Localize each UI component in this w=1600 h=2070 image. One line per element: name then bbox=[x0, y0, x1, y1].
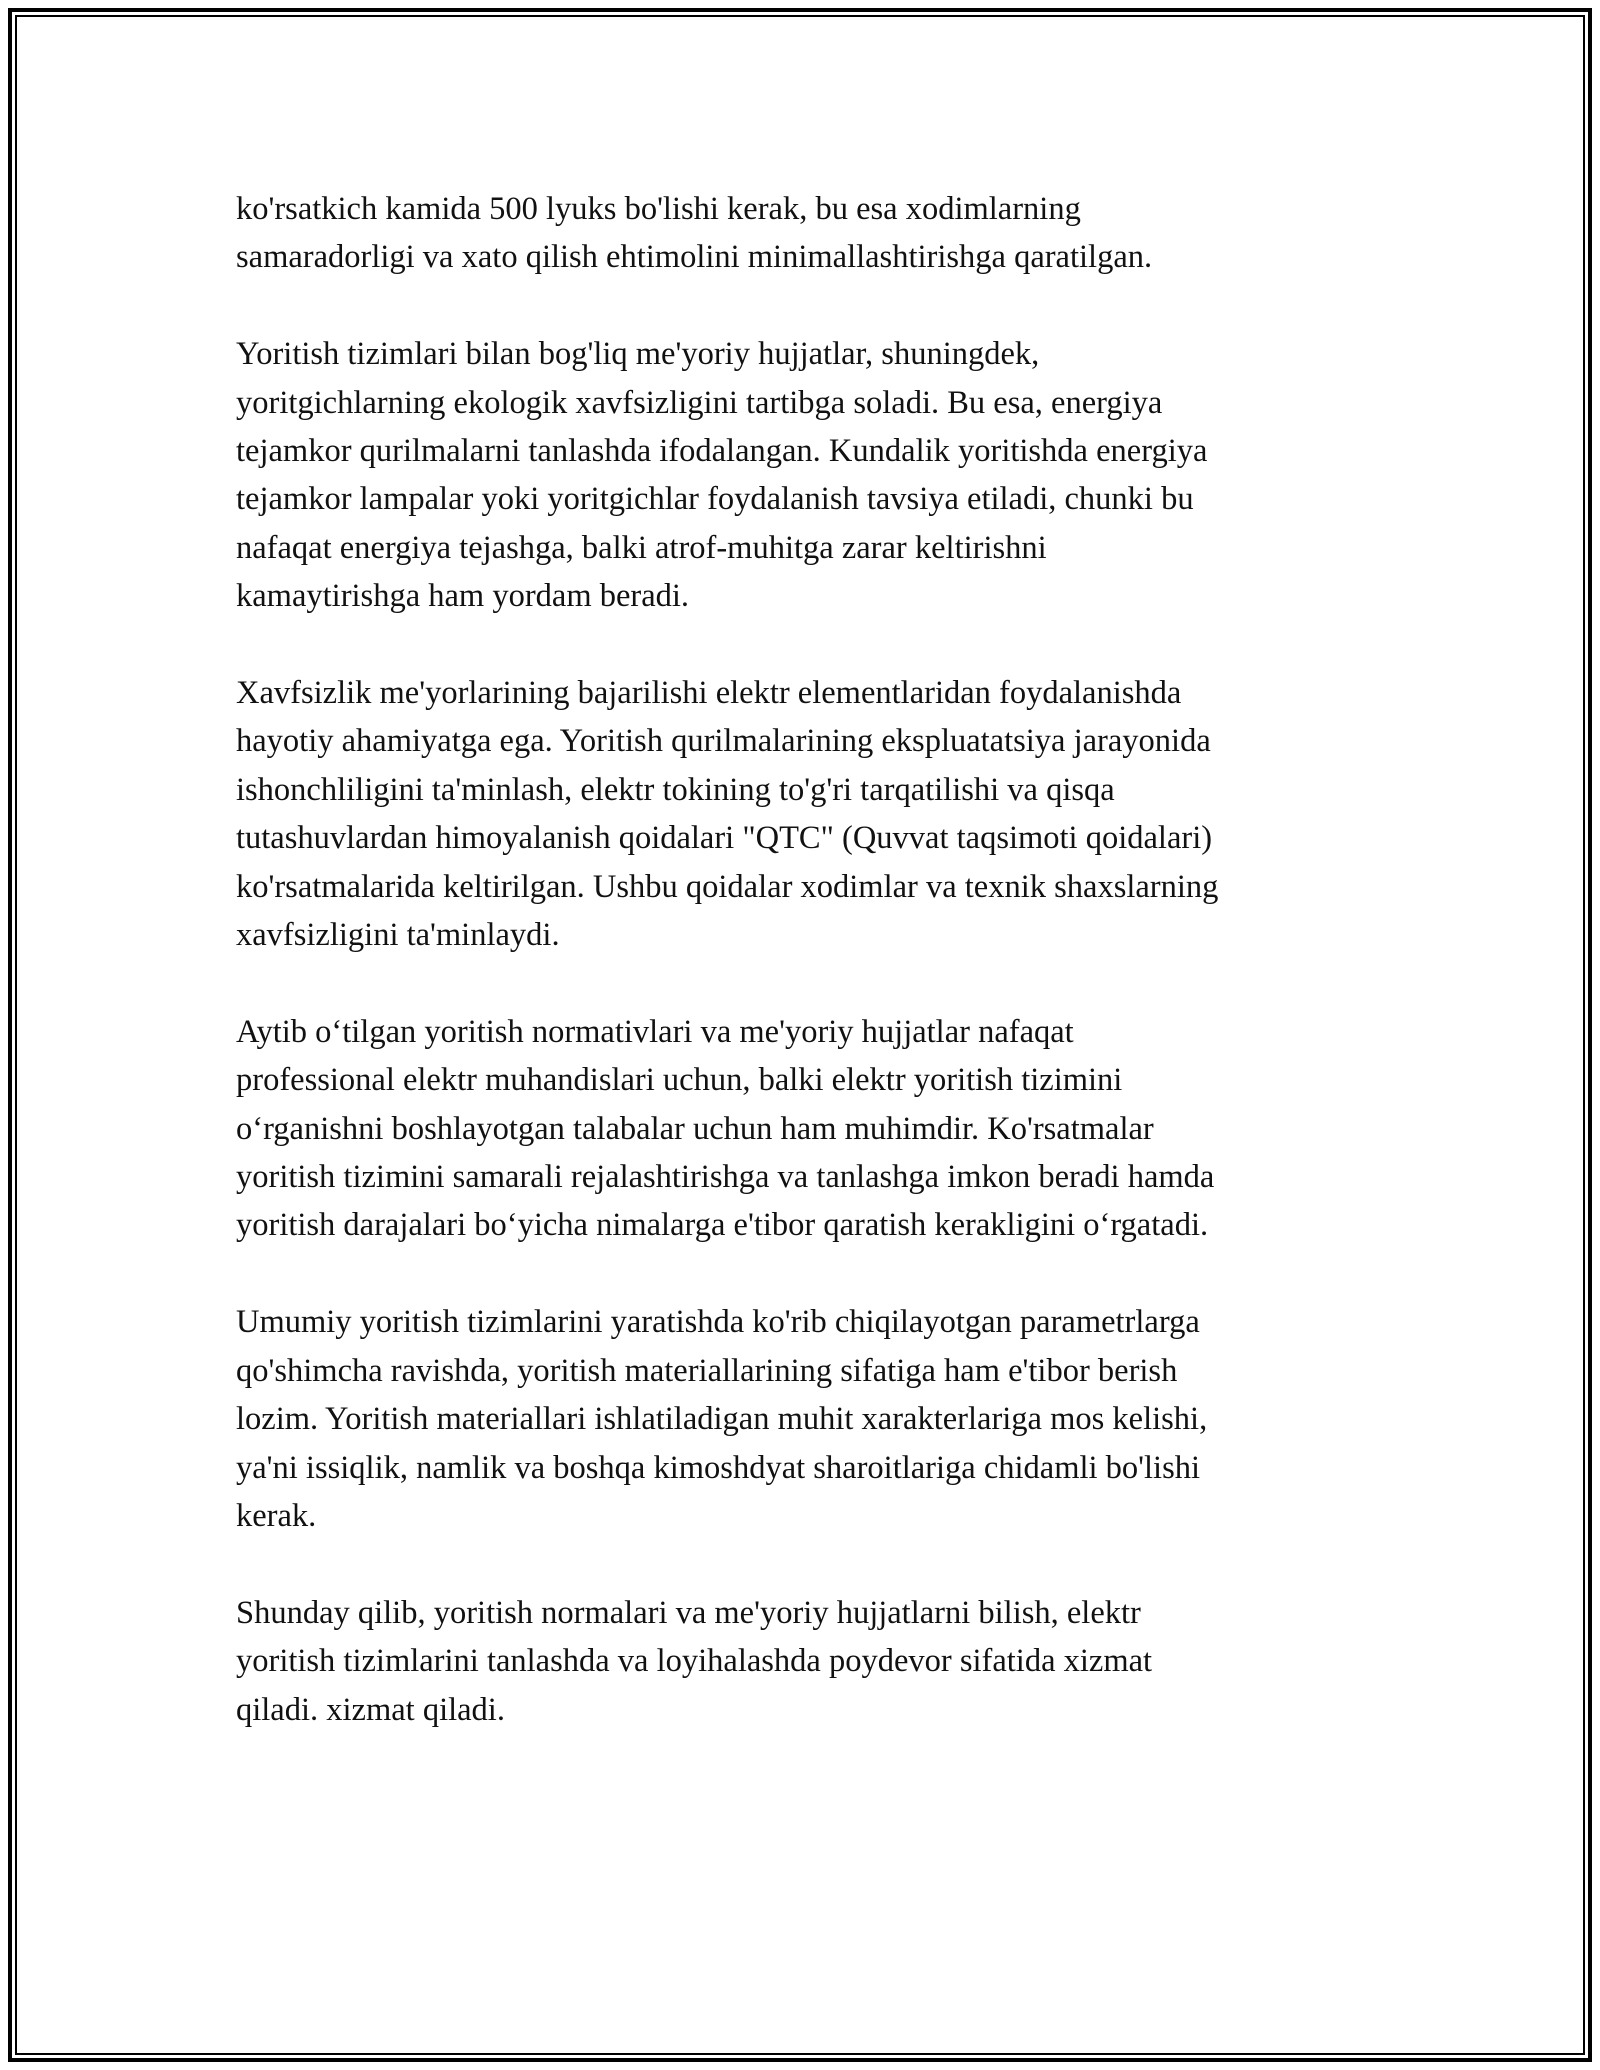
document-body bbox=[236, 185, 1356, 1782]
paragraph-6: Shunday qilib, yoritish normalari va me'yoriy hujjatlarni bilish, elektr yoritish tizimlarini tanlashda va loyihalashda poydevor sifatida xizmat qiladi. xizmat qiladi. bbox=[236, 1594, 1153, 1728]
paragraph-5: Umumiy yoritish tizimlarini yaratishda ko'rib chiqilayotgan parametrlarga qo'shimcha ravishda, yoritish materiallarining sifatiga ham e'tibor berish lozim. Yoritish materiallari ishlatiladigan muhit xarakterlariga mos kelishi, ya'ni issiqlik, namlik va boshqa kimoshdyat sharoitlariga chidamli bo'lishi kerak. bbox=[236, 1304, 1208, 1534]
paragraph-3: Xavfsizlik me'yorlarining bajarilishi elektr elementlaridan foydalanishda hayotiy ahamiyatga ega. Yoritish qurilmalarining ekspluatatsiya jarayonida ishonchliligini ta'minlash, elektr tokining to'g'ri tarqatilishi va qisqa tutashuvlardan himoyalanish qoidalari "QTC" (Quvvat taqsimoti qoidalari) ko'rsatmalarida keltirilgan. Ushbu qoidalar xodimlar va texnik shaxslarning xavfsizligini ta'minlaydi. bbox=[236, 675, 1219, 954]
paragraph-2: Yoritish tizimlari bilan bog'liq me'yoriy hujjatlar, shuningdek, yoritgichlarning ekologik xavfsizligini tartibga soladi. Bu esa, energiya tejamkor qurilmalarni tanlashda ifodalangan. Kundalik yoritishda energiya tejamkor lampalar yoki yoritgichlar foydalanish tavsiya etiladi, chunki bu nafaqat energiya tejashga, balki atrof-muhitga zarar keltirishni kamaytirishga ham yordam beradi. bbox=[236, 336, 1208, 615]
paragraph-4: Aytib o‘tilgan yoritish normativlari va me'yoriy hujjatlar nafaqat professional elektr muhandislari uchun, balki elektr yoritish tizimini o‘rganishni boshlayotgan talabalar uchun ham muhimdir. Ko'rsatmalar yoritish tizimini samarali rejalashtirishga va tanlashga imkon beradi hamda yoritish darajalari bo‘yicha nimalarga e'tibor qaratish kerakligini o‘rgatadi. bbox=[236, 1013, 1215, 1244]
paragraph-1: ko'rsatkich kamida 500 lyuks bo'lishi kerak, bu esa xodimlarning samaradorligi va xato qilish ehtimolini minimallashtirishga qaratilgan. bbox=[236, 191, 1153, 276]
